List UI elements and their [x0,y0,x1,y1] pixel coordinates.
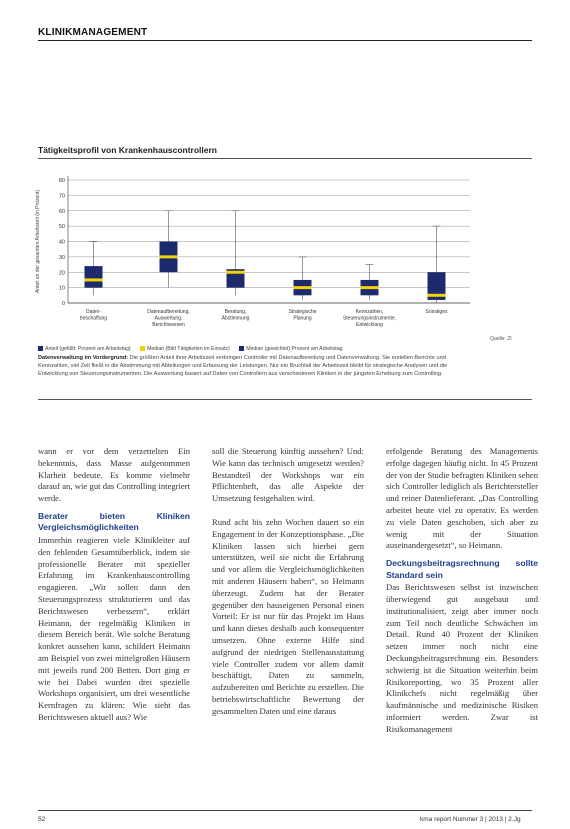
legend-swatch [38,346,43,351]
legend-swatch [239,346,244,351]
y-tick-label: 80 [58,178,65,184]
x-tick-label: Entwicklung [356,322,383,328]
y-tick-label: 70 [58,193,65,200]
journal-info: kma report Nummer 3 | 2013 | 2.Jg [420,816,521,823]
legend-item: Anteil (gefüllt: Prozent am Arbeitstag) [38,346,131,352]
y-axis-label: Anteil an der gesamten Arbeitszeit (in Prozent) [35,189,41,294]
x-tick-label: beschaffung [79,315,108,322]
y-tick-label: 60 [58,208,65,215]
x-tick-label: Planung [293,315,312,322]
text-column-1 [38,446,190,724]
y-tick-label: 10 [58,285,65,292]
text-column-3 [386,446,538,736]
legend-swatch [140,346,145,351]
median-marker [227,271,245,274]
subheading: Berater bieten Kliniken Vergleichsmöglichkeiten [38,510,190,533]
paragraph: Immerhin reagieren viele Klinikleiter auf den fehlenden Gesamtüberblick, indem sie professionelle Berater mit spezieller Erfahrung im Krankenhauscontrolling engagieren. „Wir sollen dann den Steuerungsprozess strukturieren und das Berichtswesen verbessern“, erklärt Heimann, der regelmäßig Kliniken in diesem Bereich berät. Wie solche Beratung konkret aussehen kann, schildert Heimann am Beispiel von zwei mittelgroßen Häusern mit jeweils rund 200 Betten. Dort ging er wie bei Dabei wurden drei spezielle Workshops organisiert, um drei wesentliche Kernfragen zu klären: Wie sieht das Berichtswesen aktuell aus? Wie [38,534,190,722]
paragraph: wann er vor dem verzettelten Ein bekenntnis, dass Masse aufgenommen Klarheit bedeute. Es komme vielmehr darauf an, wie gut das Controlling integriert werde. [38,446,190,504]
y-tick-label: 20 [58,270,65,277]
legend-item: Median (Bild Tätigkeiten im Einsatz) [140,346,230,352]
x-tick-label: Beratung, [224,309,247,315]
median-marker [361,286,379,289]
y-tick-label: 40 [58,239,65,246]
median-marker [160,255,178,258]
caption-lead: Datenverwaltung im Vordergrund: [38,355,129,361]
chart-legend [38,346,343,352]
page-number: 52 [38,816,46,823]
text-column-2 [212,446,364,718]
x-tick-label: Strategische [288,309,317,315]
y-tick-label: 30 [58,254,65,261]
subheading: Deckungsbeitragsrechnung sollte Standard sein [386,558,538,580]
caption-text: Die größten Anteil ihrer Arbeitszeit verbringen Controller mit Datenaufbereitung und Datenverwaltung. Sie erstellen Berichte und Kennzahlen, viel Zeit fließt in die Abstimmung mit Abteilungen und Erfassung der Leistungen. Nur ein Bruchteil der Arbeitszeit bleibt für strategische Analysen und die Entwicklung von Steuerungsinstrumenten. Die Auswertung basiert auf Daten von Controllern aus verschiedenen Kliniken in der jüngsten Erhebung zum Controlling. [38,355,448,378]
x-tick-label: Daten- [85,309,102,315]
paragraph: soll die Steuerung künftig aussehen? Und: Wie kann das technisch umgesetzt werden? Bestandteil der Workshops war ein Pflichtenheft, das alle Aspekte der Umsetzung festgehalten wird. [212,446,364,504]
figure-title: Tätigkeitsprofil von Krankenhauscontrollern [38,145,218,155]
x-tick-label: Kennzahlen, [355,309,384,315]
x-tick-label: Berichtswesen [152,322,185,328]
median-marker [294,286,312,289]
x-tick-label: Abstimmung [221,315,250,322]
caption-rule [38,399,532,400]
figure-source: Quelle: ZI [490,336,512,342]
x-tick-label: Auswertung, [154,315,183,322]
paragraph: Rund acht bis zehn Wochen dauert so ein Engagement in der Konzeptionsphase. „Die Kliniken lassen sich hierbei gern unterstützen, weil sie nicht die Erfahrung und vor allem die Vergleichsmöglichkeiten mit anderen Häusern haben“, so Heimann überzeugt. Zudem hat der Berater gegenüber den hauseigenen Personal einen Vorteil: Er ist nur für das Projekt im Haus und kann dieses deshalb auch konsequenter umsetzen. Ohne externe Hilfe sind aufgrund der niedrigen Stellenausstattung viele Controller zudem vor allem damit beschäftigt, Daten zu sammeln, aufzubereiten und Berichte zu erstellen. Die betriebswirtschaftliche Bewertung der gesammelten Daten und eine daraus [212,516,364,716]
figure-caption [38,354,468,379]
box [85,266,103,288]
box-plot-chart [0,0,570,345]
x-tick-label: Sonstiges [425,309,448,315]
footer-rule [38,810,532,811]
y-tick-label: 0 [61,301,65,307]
section-label: KLINIKMANAGEMENT [38,27,148,38]
x-tick-label: Steuerungsinstrumente, [342,315,397,322]
median-marker [85,278,103,281]
paragraph: erfolgende Beratung des Managements erfolge dagegen häufig nicht. In 45 Prozent der von der Studie befragten Kliniken sehen sich Controller lediglich als Berichtersteller und reiner Datenlieferant. „Das Controlling arbeitet heute viel zu operativ. Es werden zu viele Daten geschoben, sich aber zu wenig mit der Situation auseinandergesetzt“, so Heimann. [386,446,538,551]
x-tick-label: Datenaufbereitung, [147,309,190,315]
paragraph: Das Berichtswesen selbst ist inzwischen überwiegend gut ausgebaut und institutionalisiert, zeigt aber immer noch zum Teil noch deutliche Schwächen im Detail. Rund 40 Prozent der Kliniken setzen immer noch nicht eine Deckungsbeitragsrechnung ein. Besonders schwierig ist die Situation weiterhin beim Risikoreporting, wo 35 Prozent aller Klinikchefs nicht regelmäßig über kaufmännische und medizinische Risiken informiert werden. Zwar ist Risikomanagement [386,582,538,734]
y-tick-label: 50 [58,224,65,231]
median-marker [428,294,446,297]
legend-item: Median (gewichtet) Prozent am Arbeitstag [239,346,342,352]
